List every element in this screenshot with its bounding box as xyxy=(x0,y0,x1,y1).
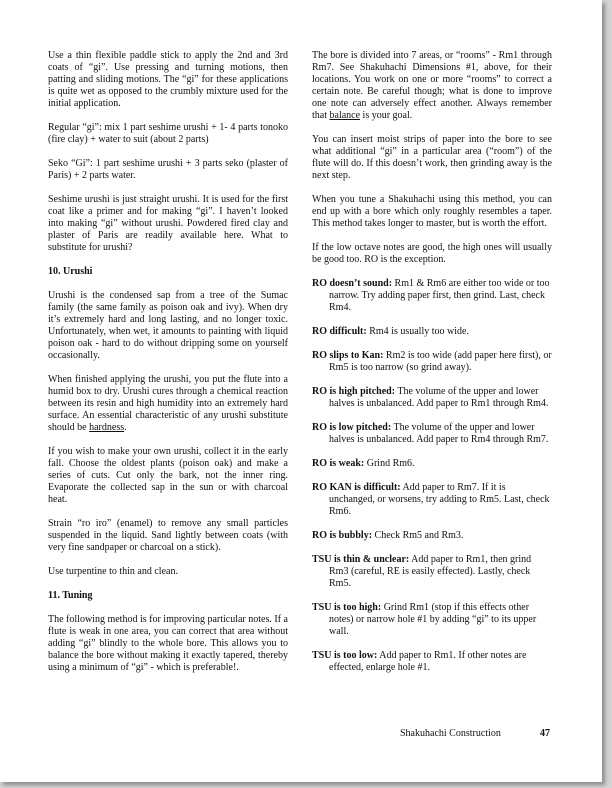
paragraph: Regular “gi”: mix 1 part seshime urushi + 1- 4 parts tonoko (fire clay) + water to suit (about 2 parts) xyxy=(48,122,288,145)
text-span: is your goal. xyxy=(360,110,413,121)
tuning-item-label: TSU is too high: xyxy=(312,602,382,613)
tuning-item xyxy=(312,326,552,338)
tuning-item xyxy=(312,650,552,674)
section-heading-tuning: 11. Tuning xyxy=(48,590,93,601)
underlined-word: balance xyxy=(329,110,361,121)
paragraph: If you wish to make your own urushi, collect it in the early fall. Choose the oldest plants (poison oak) and make a series of cuts. Cut only the bark, not the inner ring. Evaporate the collected sap in the sun or with charcoal heat. xyxy=(48,446,288,505)
tuning-item xyxy=(312,530,552,542)
paragraph xyxy=(312,50,552,122)
tuning-item-text: The volume of the upper and lower halves is unbalanced. Add paper to Rm1 through Rm4. xyxy=(329,386,549,409)
tuning-item-text: The volume of the upper and lower halves is unbalanced. Add paper to Rm4 through Rm7. xyxy=(329,422,549,445)
underlined-word: hardness xyxy=(89,422,125,433)
tuning-item-text: Check Rm5 and Rm3. xyxy=(372,530,464,541)
tuning-item-label: RO difficult: xyxy=(312,326,367,337)
paragraph: You can insert moist strips of paper into the bore to see what additional “gi” in a particular area (“room”) of the flute will do. If this doesn’t work, then grinding away is the next step. xyxy=(312,134,552,181)
text-span: When finished applying the urushi, you put the flute into a humid box to dry. Urushi cures through a chemical reaction between its resin and high humidity into an extremely hard surface. An essential characteristic of any urushi substitute should be xyxy=(48,374,288,433)
paragraph: Seko “Gi”: 1 part seshime urushi + 3 parts seko (plaster of Paris) + 2 parts water. xyxy=(48,158,288,181)
tuning-item-label: RO is bubbly: xyxy=(312,530,373,541)
tuning-item xyxy=(312,386,552,410)
right-column xyxy=(312,50,552,686)
tuning-item xyxy=(312,458,552,470)
tuning-item-label: RO doesn’t sound: xyxy=(312,278,393,289)
tuning-item-text: Add paper to Rm1, then grind Rm3 (careful, RE is easily effected). Lastly, check Rm5. xyxy=(329,554,532,589)
paragraph: Use turpentine to thin and clean. xyxy=(48,566,178,577)
tuning-item-text: Grind Rm6. xyxy=(364,458,415,469)
tuning-item-label: RO is low pitched: xyxy=(312,422,392,433)
tuning-item-label: RO KAN is difficult: xyxy=(312,482,401,493)
paragraph: Use a thin flexible paddle stick to apply the 2nd and 3rd coats of “gi”. Use pressing and turning motions, then patting and sliding motions. The “gi” for these applications is quite wet as opposed to the crumbly mixture used for the initial application. xyxy=(48,50,288,109)
paragraph: Seshime urushi is just straight urushi. It is used for the first coat like a primer and for making “gi”. I haven’t looked into making “gi” without urushi. Powdered fired clay and plaster of Paris are readily available here. What to substitute for urushi? xyxy=(48,194,288,253)
tuning-item xyxy=(312,482,552,518)
tuning-item-label: RO is high pitched: xyxy=(312,386,396,397)
tuning-item-text: Add paper to Rm7. If it is unchanged, or worsens, try adding to Rm5. Last, check Rm6. xyxy=(329,482,550,517)
page-number: 47 xyxy=(540,728,550,739)
paragraph: Strain “ro iro” (enamel) to remove any small particles suspended in the liquid. Sand lightly between coats (with very fine sandpaper or charcoal on a stick). xyxy=(48,518,288,553)
paragraph: The following method is for improving particular notes. If a flute is weak in one area, you can correct that area without adding “gi” blindly to the whole bore. This allows you to balance the bore without making it exactly tapered, thereby using a minimum of “gi” - which is preferable!. xyxy=(48,614,288,673)
paragraph: When you tune a Shakuhachi using this method, you can end up with a bore which only roughly resembles a taper. This method takes longer to master, but is worth the effort. xyxy=(312,194,552,229)
tuning-item xyxy=(312,602,552,638)
paragraph xyxy=(48,374,288,434)
left-column xyxy=(48,50,288,686)
paragraph: If the low octave notes are good, the high ones will usually be good too. RO is the exception. xyxy=(312,242,552,265)
tuning-item-text: Rm2 is too wide (add paper here first), or Rm5 is too narrow (so grind away). xyxy=(329,350,552,373)
tuning-item-label: RO is weak: xyxy=(312,458,365,469)
tuning-item xyxy=(312,350,552,374)
tuning-item-label: TSU is thin & unclear: xyxy=(312,554,410,565)
paragraph: Urushi is the condensed sap from a tree of the Sumac family (the same family as poison oak and ivy). When dry it’s extremely hard and long lasting, and no longer toxic. Unfortunately, when wet, it amounts to painting with liquid poison oak - hard to do without dripping some on yourself occasionally. xyxy=(48,290,288,361)
text-span: . xyxy=(124,422,127,433)
running-title: Shakuhachi Construction xyxy=(400,728,501,739)
tuning-item xyxy=(312,278,552,314)
tuning-item-label: RO slips to Kan: xyxy=(312,350,384,361)
tuning-item-text: Rm4 is usually too wide. xyxy=(366,326,469,337)
section-heading-urushi: 10. Urushi xyxy=(48,266,93,277)
tuning-item-label: TSU is too low: xyxy=(312,650,378,661)
tuning-item-text: Rm1 & Rm6 are either too wide or too narrow. Try adding paper first, then grind. Last, check Rm4. xyxy=(329,278,550,313)
tuning-item xyxy=(312,554,552,590)
tuning-item-text: Grind Rm1 (stop if this effects other notes) or narrow hole #1 by adding “gi” to its upper wall. xyxy=(329,602,537,637)
tuning-item xyxy=(312,422,552,446)
text-span: The bore is divided into 7 areas, or “rooms” - Rm1 through Rm7. See Shakuhachi Dimensions #1, above, for their locations. You work on one or more “rooms” to correct a certain note. Be careful though; what is done to improve one note can adversely effect another. Always remember that xyxy=(312,50,552,121)
tuning-item-text: Add paper to Rm1. If other notes are effected, enlarge hole #1. xyxy=(329,650,527,673)
